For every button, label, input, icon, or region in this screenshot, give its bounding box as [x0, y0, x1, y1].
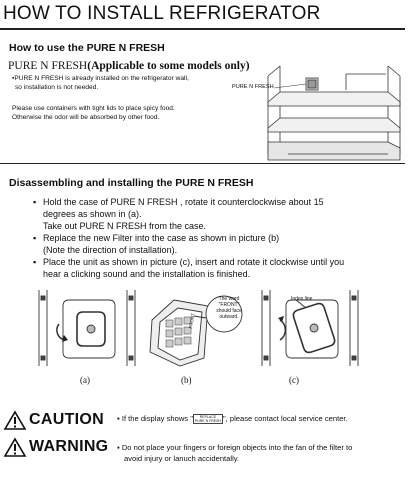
square-bullet-icon: ▪ — [12, 75, 15, 82]
caption-a: (a) — [80, 375, 90, 385]
note-line2: Otherwise the odor will be absorbed by other food. — [12, 114, 160, 121]
diagram-leader-line — [274, 84, 306, 88]
replace-indicator-icon: REPLACE PURE N FRESH — [194, 415, 221, 423]
step-1: ▪ Hold the case of PURE N FRESH , rotate it counterclockwise about 15 degrees as shown in (a). Take out PURE N FRESH from the case. — [33, 197, 324, 231]
section1-subheading — [8, 60, 250, 72]
square-bullet-icon: ▪ — [117, 443, 120, 452]
index-line-label: Index line — [291, 296, 313, 302]
section2-heading: Disassembling and installing the PURE N FRESH — [9, 177, 254, 189]
square-bullet-icon: ▪ — [117, 414, 120, 423]
subheading-prefix: PURE N FRESH — [8, 60, 88, 72]
install-steps — [33, 196, 403, 280]
warning-label: WARNING — [29, 438, 109, 455]
warning-text: ▪ Do not place your fingers or foreign objects into the fan of the filter to avoid injury or lanuch accidentally. — [117, 443, 353, 463]
caution-triangle-icon — [4, 411, 26, 430]
bullet1-line1: PURE N FRESH is already installed on the refrigerator wall, — [14, 75, 189, 82]
warning-triangle-icon — [4, 438, 26, 457]
step-3: ▪ Place the unit as shown in picture (c), insert and rotate it clockwise until you hear a clicking sound and the installation is finished. — [33, 257, 345, 279]
title-rule — [0, 28, 405, 30]
caption-b: (b) — [181, 375, 192, 385]
caution-label: CAUTION — [29, 411, 104, 428]
step-2: ▪ Replace the new Filter into the case as shown in picture (b) (Note the direction of installation). — [33, 233, 280, 255]
subheading-suffix: (Applicable to some models only) — [87, 60, 250, 72]
section1-note — [12, 104, 175, 122]
page-title: HOW TO INSTALL REFRIGERATOR — [3, 3, 321, 24]
diagram-label: PURE N FRESH — [232, 84, 274, 90]
square-bullet-icon: ▪ — [33, 257, 37, 267]
section1-heading: How to use the PURE N FRESH — [9, 42, 165, 54]
square-bullet-icon: ▪ — [33, 197, 37, 207]
square-bullet-icon: ▪ — [33, 233, 37, 243]
section-rule-1 — [0, 163, 405, 164]
section1-bullet — [12, 74, 189, 92]
front-label: FRONT — [188, 312, 196, 329]
caution-text: ▪ If the display shows " REPLACE PURE N FRESH ", please contact local service center. — [117, 414, 348, 423]
fridge-interior-diagram — [228, 62, 406, 170]
caption-c: (c) — [289, 375, 299, 385]
bullet1-line2: so installation is not needed. — [15, 84, 99, 91]
figure-a-diagram — [33, 288, 141, 368]
figure-b-callout: The word "FRONT" should face outward. — [216, 296, 242, 320]
note-line1: Please use containers with tight lids to place spicy food. — [12, 105, 175, 112]
